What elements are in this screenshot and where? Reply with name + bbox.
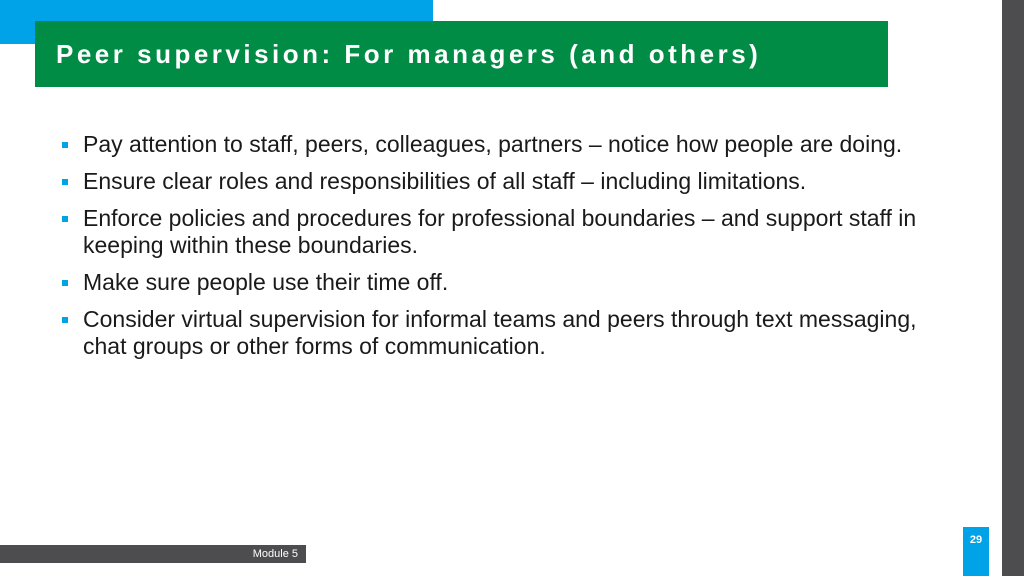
bullet-list [60,131,940,370]
bullet-text: Make sure people use their time off. [83,269,449,295]
slide-title: Peer supervision: For managers (and others) [56,38,762,69]
bullet-text: Ensure clear roles and responsibilities of all staff – including limitations. [83,168,807,194]
bullet-square-icon [62,280,68,286]
bullet-text: Pay attention to staff, peers, colleagues, partners – notice how people are doing. [83,131,903,157]
bullet-text: Enforce policies and procedures for professional boundaries – and support staff in keeping within these boundaries. [83,205,917,258]
list-item [60,269,940,296]
list-item [60,205,940,259]
footer-bar [0,545,306,563]
bullet-square-icon [62,216,68,222]
page-number-badge [963,527,989,576]
module-label: Module 5 [252,548,298,560]
bullet-text: Consider virtual supervision for informal teams and peers through text messaging, chat groups or other forms of communication. [83,306,917,359]
list-item [60,168,940,195]
list-item [60,306,940,360]
bullet-square-icon [62,142,68,148]
bullet-square-icon [62,317,68,323]
right-edge-bar [1002,0,1024,576]
bullet-square-icon [62,179,68,185]
page-number: 29 [969,534,983,546]
list-item [60,131,940,158]
title-banner [35,21,888,87]
